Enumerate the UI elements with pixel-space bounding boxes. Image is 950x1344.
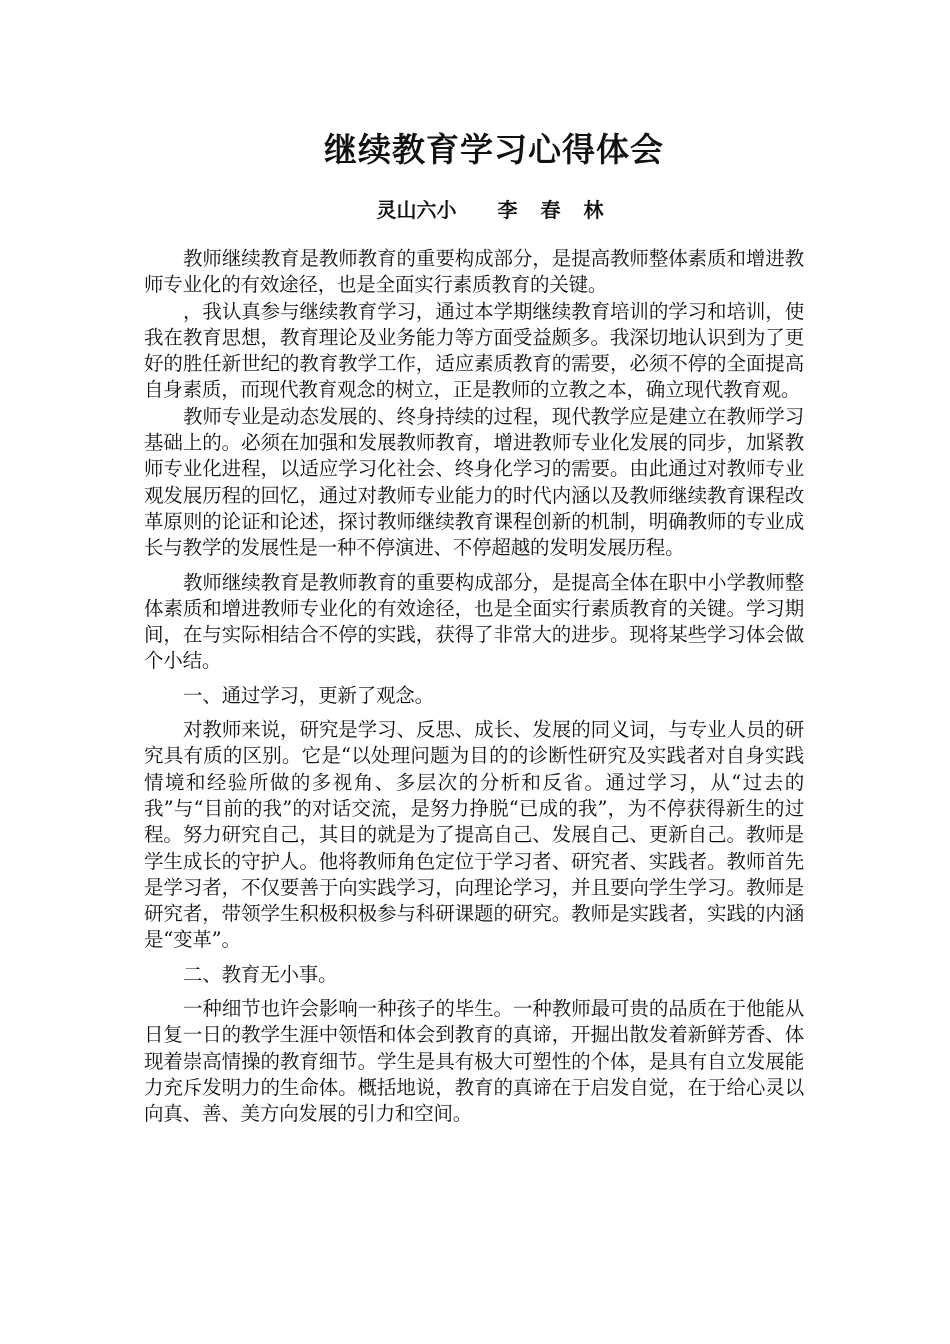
paragraph: 对教师来说，研究是学习、反思、成长、发展的同义词，与专业人员的研究具有质的区别。它是“以处理问题为目的的诊断性研究及实践者对自身实践情境和经验所做的多视角、多层次的分析和反省。通过学习，从“过去的我”与“目前的我”的对话交流，是努力挣脱“已成的我”，为不停获得新生的过程。努力研究自己，其目的就是为了提高自己、发展自己、更新自己。教师是学生成长的守护人。他将教师角色定位于学习者、研究者、实践者。教师首先是学习者，不仅要善于向实践学习，向理论学习，并且要向学生学习。教师是研究者，带领学生积极积极参与科研课题的研究。教师是实践者，实践的内涵是“变革”。	[144, 718, 804, 952]
author-name: 李 春 林	[497, 198, 612, 222]
paragraph: 教师专业是动态发展的、终身持续的过程，现代教学应是建立在教师学习基础上的。必须在加强和发展教师教育，增进教师专业化发展的同步，加紧教师专业化进程，以适应学习化社会、终身化学习的需要。由此通过对教师专业观发展历程的回忆，通过对教师专业能力的时代内涵以及教师继续教育课程改革原则的论证和论述，探讨教师继续教育课程创新的机制，明确教师的专业成长与教学的发展性是一种不停演进、不停超越的发明发展历程。	[144, 404, 804, 560]
document-body	[144, 246, 804, 1128]
section-heading: 一、通过学习，更新了观念。	[183, 683, 434, 707]
byline	[0, 196, 950, 224]
section-heading: 二、教育无小事。	[183, 962, 338, 986]
document-title: 继续教育学习心得体会	[324, 130, 664, 169]
paragraph: 教师继续教育是教师教育的重要构成部分，是提高教师整体素质和增进教师专业化的有效途径，也是全面实行素质教育的关键。	[144, 247, 804, 297]
paragraph: 一种细节也许会影响一种孩子的毕生。一种教师最可贵的品质在于他能从日复一日的教学生涯中领悟和体会到教育的真谛，开掘出散发着新鲜芳香、体现着崇高情操的教育细节。学生是具有极大可塑性的个体，是具有自立发展能力充斥发明力的生命体。概括地说，教育的真谛在于启发自觉，在于给心灵以向真、善、美方向发展的引力和空间。	[144, 997, 804, 1126]
school-name: 灵山六小	[376, 198, 457, 222]
paragraph: ，我认真参与继续教育学习，通过本学期继续教育培训的学习和培训，使我在教育思想，教育理论及业务能力等方面受益颇多。我深切地认识到为了更好的胜任新世纪的教育教学工作，适应素质教育的需要，必须不停的全面提高自身素质，而现代教育观念的树立，正是教师的立教之本，确立现代教育观。	[144, 299, 804, 402]
paragraph: 教师继续教育是教师教育的重要构成部分，是提高全体在职中小学教师整体素质和增进教师专业化的有效途径，也是全面实行素质教育的关键。学习期间，在与实际相结合不停的实践，获得了非常大的进步。现将某些学习体会做个小结。	[144, 570, 804, 673]
